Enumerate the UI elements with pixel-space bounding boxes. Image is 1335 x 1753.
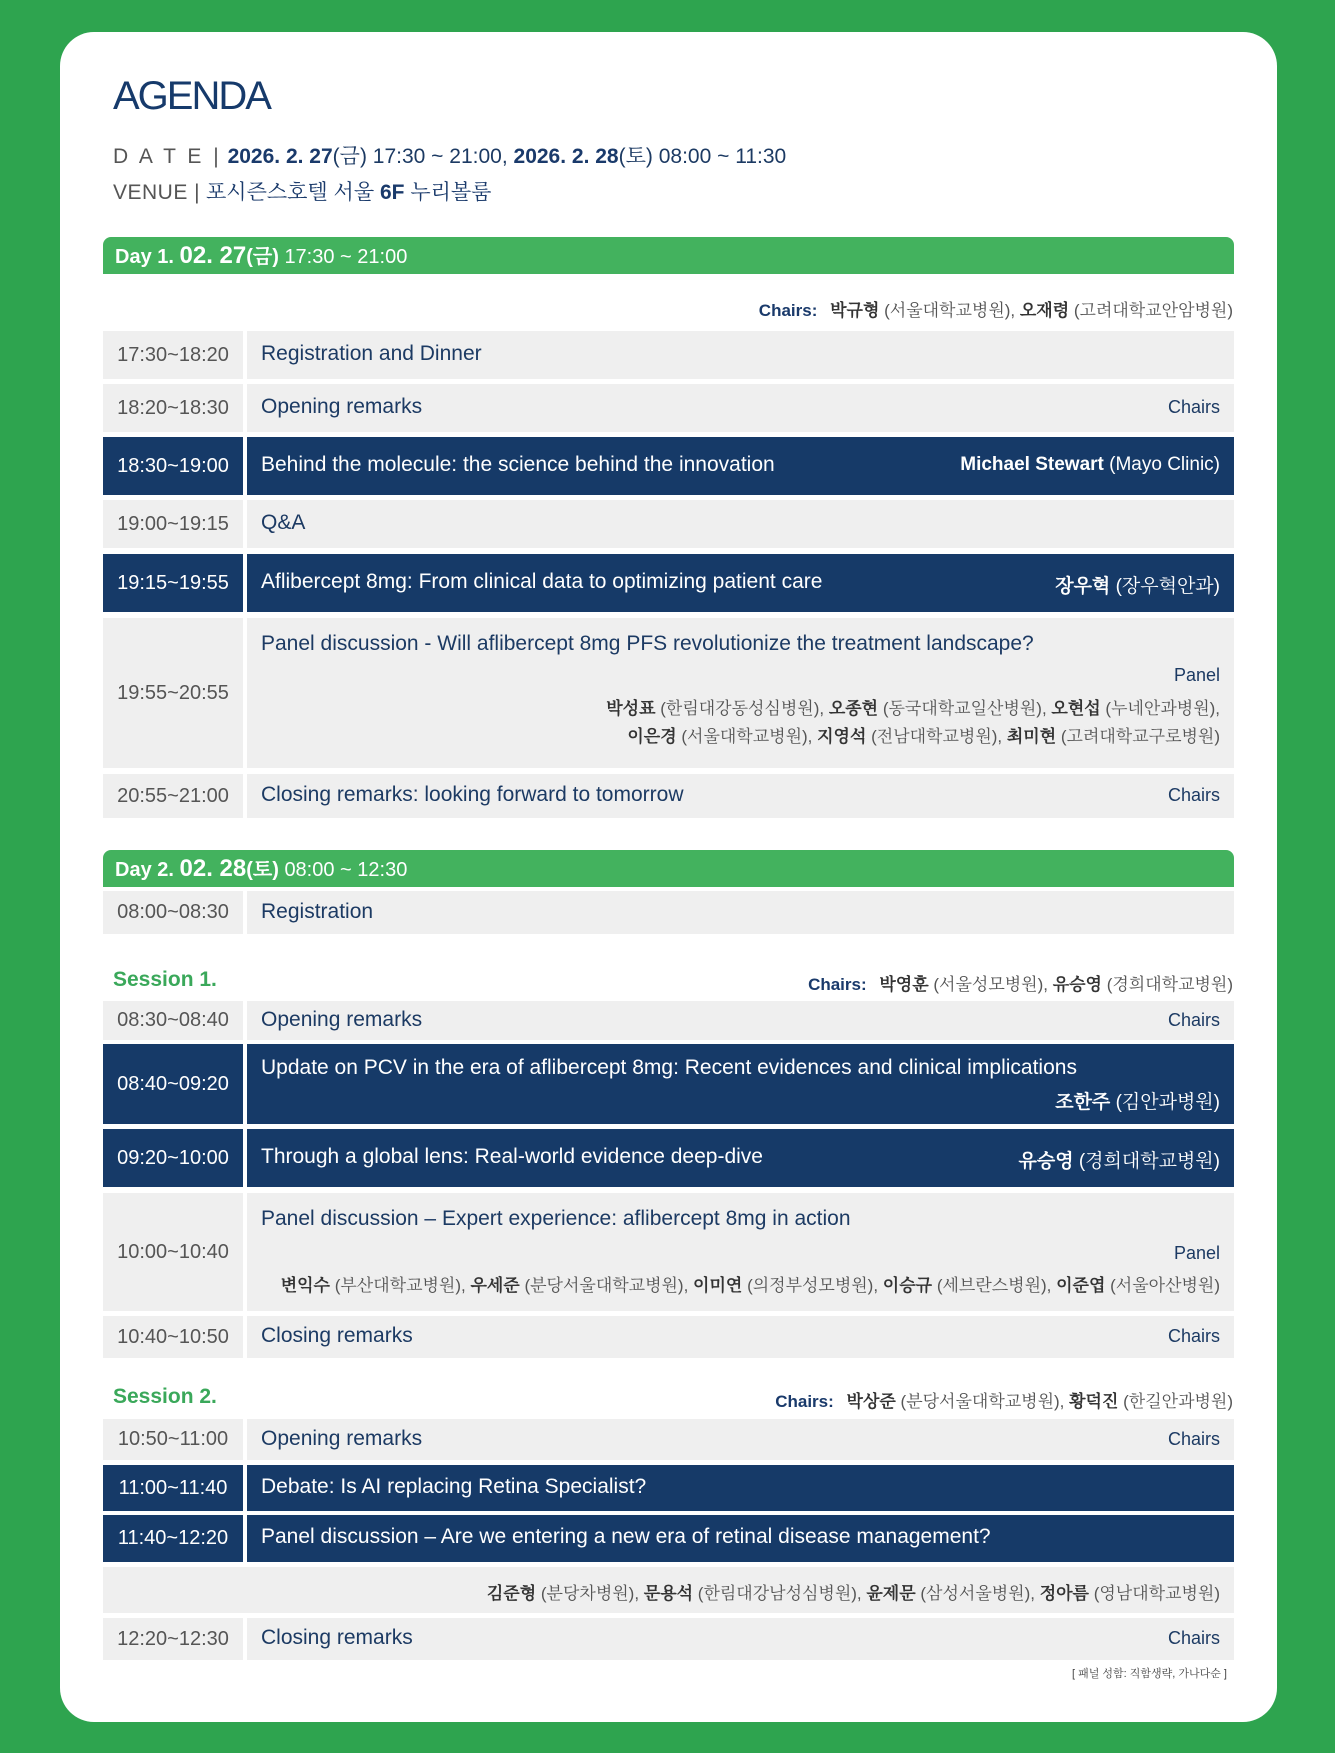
- row-topic: Opening remarks: [261, 395, 423, 418]
- row-role: Chairs: [1167, 1326, 1220, 1346]
- row-time: 08:00~08:30: [103, 891, 243, 934]
- speaker-affiliation: (장우혁안과): [1115, 576, 1220, 597]
- row-role: Chairs: [1167, 1429, 1220, 1449]
- panelist-name: 윤제문: [866, 1584, 916, 1603]
- panelist-name: 문용석: [643, 1584, 694, 1603]
- speaker-affiliation: (Mayo Clinic): [1109, 454, 1220, 475]
- panelist-affiliation: (세브란스병원),: [936, 1276, 1052, 1295]
- speaker-affiliation: (경희대학교병원): [1078, 1151, 1220, 1172]
- agenda-row: [103, 1419, 1234, 1460]
- session1-label: Session 1.: [113, 968, 217, 991]
- panelist-affiliation: (동국대학교일산병원),: [882, 699, 1047, 718]
- agenda-row-panelists: [103, 1567, 1234, 1613]
- row-content: [247, 618, 1234, 768]
- row-topic: Closing remarks: looking forward to tomorrow: [261, 783, 684, 806]
- day1-chairs: [759, 296, 1233, 321]
- row-role: Chairs: [1167, 1010, 1220, 1030]
- panel-names: [606, 694, 1220, 719]
- row-content: [247, 1465, 1234, 1511]
- panelist-name: 김준형: [486, 1584, 537, 1603]
- agenda-row-lecture: [103, 554, 1234, 612]
- date-1: 2026. 2. 27: [227, 145, 333, 168]
- session2-label: Session 2.: [113, 1385, 217, 1408]
- row-topic: Panel discussion – Are we entering a new era of retinal disease management?: [261, 1525, 991, 1548]
- date-2-day: (토): [618, 145, 653, 168]
- row-content: [247, 1044, 1234, 1124]
- agenda-row-lecture: [103, 1129, 1234, 1187]
- panelist-name: 오종현: [828, 699, 879, 718]
- panelist-affiliation: (한림대강동성심병원),: [660, 699, 825, 718]
- panelist-name: 이은경: [627, 727, 677, 746]
- date-1-day: (금): [332, 145, 367, 168]
- row-topic: Debate: Is AI replacing Retina Specialist?: [261, 1475, 647, 1498]
- agenda-row-panel: [103, 618, 1234, 768]
- row-time: 10:40~10:50: [103, 1316, 243, 1358]
- venue-floor: 6F: [379, 181, 405, 204]
- panelist-name: 오현섭: [1051, 699, 1101, 718]
- row-speaker: [960, 454, 1220, 476]
- row-content: [247, 554, 1234, 612]
- row-content: [247, 331, 1234, 379]
- day1-header: [103, 237, 1234, 274]
- row-speaker: [1055, 1087, 1220, 1114]
- row-role: Panel: [1173, 665, 1220, 685]
- row-topic: Aflibercept 8mg: From clinical data to optimizing patient care: [261, 570, 823, 593]
- row-time: 08:40~09:20: [103, 1044, 243, 1124]
- agenda-row-panel: [103, 1193, 1234, 1311]
- date-label: D A T E |: [113, 145, 222, 168]
- speaker-name: 조한주: [1055, 1092, 1111, 1113]
- row-time: 08:30~08:40: [103, 1001, 243, 1040]
- venue-name: 포시즌스호텔 서울: [206, 181, 375, 204]
- row-topic: Closing remarks: [261, 1324, 413, 1347]
- chair-name: 유승영: [1052, 975, 1102, 994]
- row-time: 12:20~12:30: [103, 1618, 243, 1660]
- agenda-row: [103, 1316, 1234, 1358]
- row-content: [247, 1419, 1234, 1460]
- chair-affiliation: (경희대학교병원): [1106, 975, 1233, 994]
- row-role: Chairs: [1167, 785, 1220, 805]
- panelist-affiliation: (분당서울대학교병원),: [524, 1276, 689, 1295]
- row-time: 19:15~19:55: [103, 554, 243, 612]
- row-time: 10:00~10:40: [103, 1193, 243, 1311]
- row-role: Chairs: [1167, 1628, 1220, 1648]
- row-time: 18:20~18:30: [103, 384, 243, 432]
- chair-affiliation: (한길안과병원): [1123, 1392, 1233, 1411]
- date-2-time: 08:00 ~ 11:30: [658, 145, 787, 168]
- row-topic: Panel discussion - Will aflibercept 8mg PFS revolutionize the treatment landscape?: [261, 632, 1034, 655]
- row-content: [247, 500, 1234, 548]
- row-time: 10:50~11:00: [103, 1419, 243, 1460]
- panelist-name: 변익수: [280, 1276, 330, 1295]
- chair-name: 박상준: [846, 1392, 896, 1411]
- row-content: [247, 384, 1234, 432]
- row-topic: Behind the molecule: the science behind the innovation: [261, 453, 775, 476]
- panelist-affiliation: (서울대학교병원),: [681, 727, 813, 746]
- venue-room: 누리볼룸: [410, 181, 492, 204]
- panelist-name: 우세준: [470, 1276, 520, 1295]
- day1-day: (금): [246, 246, 279, 268]
- chair-name: 박규형: [830, 301, 880, 320]
- row-time: 17:30~18:20: [103, 331, 243, 379]
- session2-chairs: [775, 1387, 1233, 1412]
- speaker-name: Michael Stewart: [960, 454, 1104, 475]
- agenda-row-lecture: [103, 1515, 1234, 1562]
- panelist-affiliation: (고려대학교구로병원): [1060, 727, 1220, 746]
- panelist-name: 이미연: [693, 1276, 743, 1295]
- row-topic: Opening remarks: [261, 1427, 423, 1450]
- row-content: [247, 1129, 1234, 1187]
- agenda-row: [103, 1001, 1234, 1040]
- row-time: 11:40~12:20: [103, 1515, 243, 1562]
- row-content: [247, 437, 1234, 495]
- page-title: AGENDA: [113, 74, 270, 118]
- agenda-row: [103, 891, 1234, 934]
- chair-affiliation: (분당서울대학교병원),: [900, 1392, 1065, 1411]
- chairs-label: Chairs:: [758, 301, 818, 320]
- panel-names: [487, 1579, 1220, 1604]
- agenda-row-lecture: [103, 1044, 1234, 1124]
- row-content: [247, 1618, 1234, 1660]
- agenda-row: [103, 1618, 1234, 1660]
- agenda-row: [103, 384, 1234, 432]
- row-topic: Through a global lens: Real-world evidence deep-dive: [261, 1145, 763, 1168]
- panelist-affiliation: (전남대학교병원),: [871, 727, 1003, 746]
- date-1-time: 17:30 ~ 21:00,: [372, 145, 508, 168]
- row-content: [103, 1567, 1234, 1613]
- chair-name: 황덕진: [1069, 1392, 1119, 1411]
- row-role: Panel: [1173, 1243, 1220, 1263]
- venue-line: [113, 176, 491, 206]
- footnote: [ 패널 성함: 직함생략, 가나다순 ]: [1071, 1668, 1227, 1680]
- agenda-row-lecture: [103, 1465, 1234, 1511]
- panelist-affiliation: (한림대강남성심병원),: [697, 1584, 862, 1603]
- row-topic: Registration and Dinner: [261, 342, 482, 365]
- speaker-name: 장우혁: [1055, 576, 1111, 597]
- panelist-affiliation: (부산대학교병원),: [334, 1276, 466, 1295]
- row-role: Chairs: [1167, 397, 1220, 417]
- panelist-affiliation: (삼성서울병원),: [920, 1584, 1035, 1603]
- day1-date: 02. 27: [179, 242, 247, 269]
- chair-affiliation: (서울대학교병원),: [884, 301, 1016, 320]
- panelist-name: 이준엽: [1056, 1276, 1106, 1295]
- date-line: [113, 140, 786, 170]
- date-2: 2026. 2. 28: [513, 145, 619, 168]
- agenda-card: [60, 32, 1277, 1722]
- agenda-row: [103, 774, 1234, 818]
- row-content: [247, 1515, 1234, 1562]
- session1-chairs: [808, 970, 1233, 995]
- chair-affiliation: (고려대학교안암병원): [1073, 301, 1233, 320]
- row-speaker: [1055, 571, 1220, 598]
- row-content: [247, 1316, 1234, 1358]
- panelist-affiliation: (서울아산병원): [1110, 1276, 1220, 1295]
- agenda-row: [103, 331, 1234, 379]
- row-time: 09:20~10:00: [103, 1129, 243, 1187]
- row-content: [247, 891, 1234, 934]
- panelist-name: 최미현: [1006, 727, 1057, 746]
- day2-date: 02. 28: [179, 855, 247, 882]
- panelist-affiliation: (누네안과병원),: [1105, 699, 1220, 718]
- agenda-row-lecture: [103, 437, 1234, 495]
- speaker-name: 유승영: [1018, 1151, 1074, 1172]
- row-topic: Opening remarks: [261, 1008, 423, 1031]
- chairs-label: Chairs:: [808, 975, 867, 994]
- row-content: [247, 774, 1234, 818]
- panel-names: [627, 722, 1220, 747]
- row-speaker: [1019, 1146, 1220, 1173]
- panelist-name: 박성표: [606, 699, 656, 718]
- row-time: 19:00~19:15: [103, 500, 243, 548]
- panelist-affiliation: (분당차병원),: [540, 1584, 640, 1603]
- panel-names: [281, 1271, 1220, 1296]
- chairs-label: Chairs:: [775, 1392, 834, 1411]
- row-content: [247, 1193, 1234, 1311]
- row-topic: Update on PCV in the era of aflibercept 8mg: Recent evidences and clinical implications: [261, 1056, 1077, 1079]
- row-topic: Panel discussion – Expert experience: aflibercept 8mg in action: [261, 1207, 851, 1230]
- row-time: 18:30~19:00: [103, 437, 243, 495]
- day2-time: 08:00 ~ 12:30: [284, 859, 408, 881]
- panelist-affiliation: (영남대학교병원): [1093, 1584, 1220, 1603]
- row-time: 11:00~11:40: [103, 1465, 243, 1511]
- row-time: 19:55~20:55: [103, 618, 243, 768]
- row-topic: Q&A: [261, 511, 306, 534]
- chair-name: 박영훈: [879, 975, 929, 994]
- row-time: 20:55~21:00: [103, 774, 243, 818]
- venue-label: VENUE |: [113, 181, 201, 204]
- panelist-name: 이승규: [882, 1276, 933, 1295]
- day1-prefix: Day 1.: [115, 246, 174, 268]
- speaker-affiliation: (김안과병원): [1115, 1092, 1220, 1113]
- day2-header: [103, 850, 1234, 887]
- chair-affiliation: (서울성모병원),: [933, 975, 1048, 994]
- panelist-affiliation: (의정부성모병원),: [747, 1276, 879, 1295]
- panelist-name: 지영석: [817, 727, 867, 746]
- row-topic: Registration: [261, 900, 374, 923]
- day2-day: (토): [246, 859, 279, 881]
- row-topic: Closing remarks: [261, 1626, 413, 1649]
- panelist-name: 정아름: [1039, 1584, 1089, 1603]
- agenda-row: [103, 500, 1234, 548]
- day1-time: 17:30 ~ 21:00: [284, 246, 408, 268]
- row-content: [247, 1001, 1234, 1040]
- day2-prefix: Day 2.: [115, 859, 174, 881]
- chair-name: 오재령: [1019, 301, 1070, 320]
